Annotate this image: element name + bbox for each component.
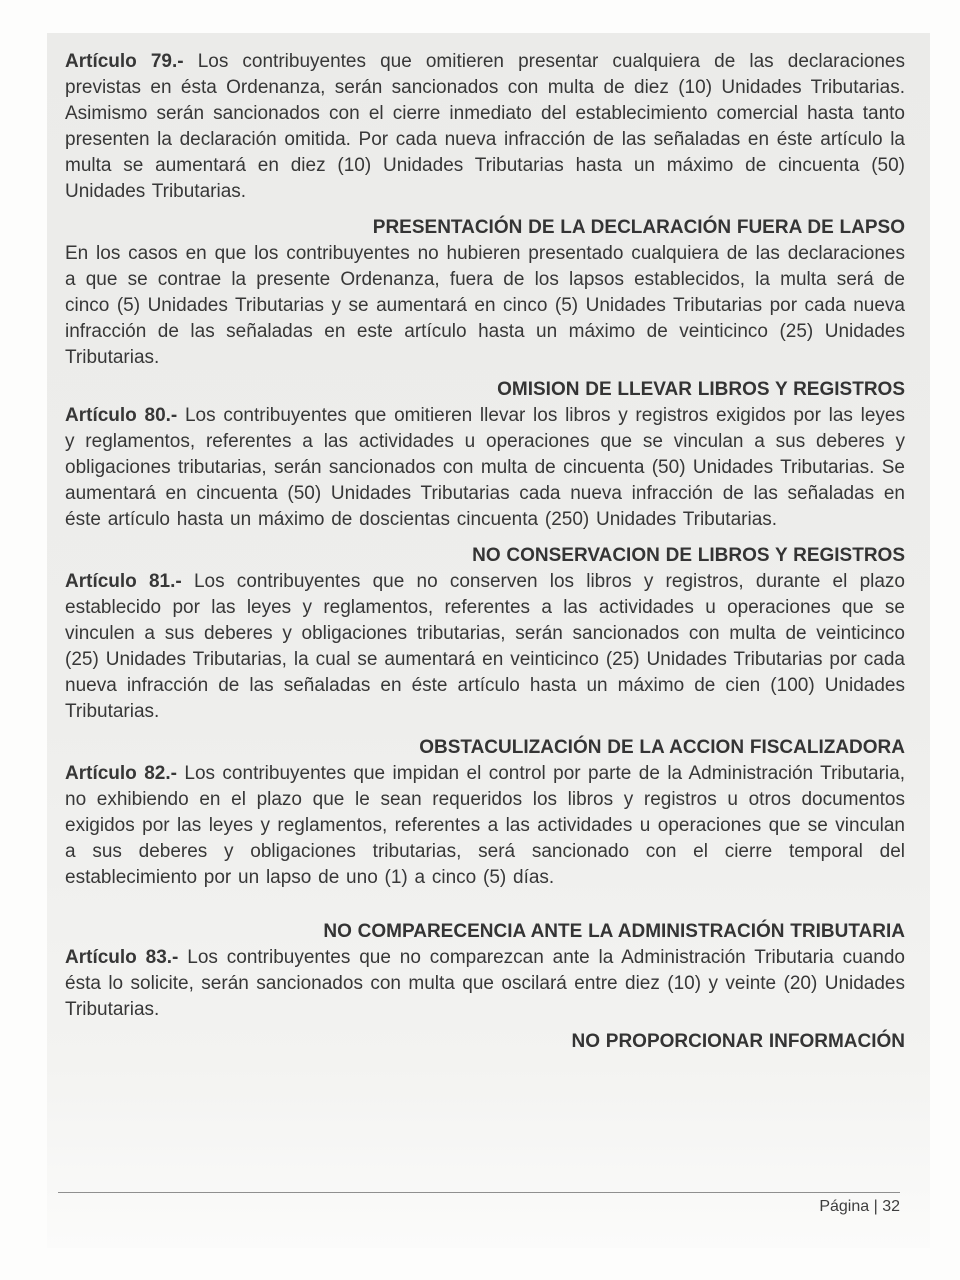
- article-82-label: Artículo 82.-: [65, 763, 177, 784]
- heading-no-conservacion-libros-registros: NO CONSERVACION DE LIBROS Y REGISTROS: [472, 545, 905, 566]
- heading-no-proporcionar-informacion: NO PROPORCIONAR INFORMACIÓN: [571, 1031, 905, 1052]
- page-number: Página | 32: [819, 1198, 900, 1215]
- heading-omision-llevar-libros-registros: OMISION DE LLEVAR LIBROS Y REGISTROS: [497, 379, 905, 400]
- article-83-text: Los contribuyentes que no comparezcan ante la Administración Tributaria cuando ésta lo solicite, serán sancionados con multa que oscilará entre diez (10) y veinte (20) Unidades Tributarias.: [65, 947, 905, 1020]
- footer-divider: [58, 1192, 900, 1193]
- article-81-label: Artículo 81.-: [65, 571, 182, 592]
- article-80-label: Artículo 80.-: [65, 405, 178, 426]
- article-83-paragraph: [65, 945, 905, 1023]
- fuera-de-lapso-paragraph: En los casos en que los contribuyentes no hubieren presentado cualquiera de las declaraciones a que se contrae la presente Ordenanza, fuera de los lapsos establecidos, la multa será de cinco (5) Unidades Tributarias y se aumentará en cinco (5) Unidades Tributarias por cada nueva infracción de las señaladas en este artículo hasta un máximo de veinticinco (25) Unidades Tributarias.: [65, 243, 905, 368]
- article-79-paragraph: [65, 49, 905, 205]
- document-body: [65, 49, 905, 1055]
- article-79-label: Artículo 79.-: [65, 51, 184, 72]
- article-81-paragraph: [65, 569, 905, 725]
- heading-obstaculizacion-accion-fiscalizadora: OBSTACULIZACIÓN DE LA ACCION FISCALIZADORA: [419, 737, 905, 758]
- article-82-text: Los contribuyentes que impidan el control por parte de la Administración Tributaria, no exhibiendo en el plazo que le sean requeridos los libros y registros u otros documentos exigidos por las leyes y reglamentos, referentes a las actividades u operaciones que se vinculan a sus deberes y obligaciones tributarias, será sancionado con el cierre temporal del establecimiento por un lapso de uno (1) a cinco (5) días.: [65, 763, 905, 888]
- article-82-paragraph: [65, 761, 905, 891]
- article-83-label: Artículo 83.-: [65, 947, 179, 968]
- article-81-text: Los contribuyentes que no conserven los libros y registros, durante el plazo establecido por las leyes y reglamentos, referentes a las actividades u operaciones que se vinculen a sus deberes y obligaciones tributarias, serán sancionados con multa de veinticinco (25) Unidades Tributarias, la cual se aumentará en veinticinco (25) Unidades Tributarias por cada nueva infracción de las señaladas en éste artículo hasta un máximo de cien (100) Unidades Tributarias.: [65, 571, 905, 722]
- article-80-paragraph: [65, 403, 905, 533]
- heading-presentacion-declaracion-fuera-de-lapso: PRESENTACIÓN DE LA DECLARACIÓN FUERA DE LAPSO: [372, 217, 905, 238]
- article-79-text: Los contribuyentes que omitieren presentar cualquiera de las declaraciones previstas en ésta Ordenanza, serán sancionados con multa de diez (10) Unidades Tributarias. Asimismo serán sancionados con el cierre inmediato del establecimiento comercial hasta tanto presenten la declaración omitida. Por cada nueva infracción de las señaladas en éste artículo la multa se aumentará en diez (10) Unidades Tributarias hasta un máximo de cincuenta (50) Unidades Tributarias.: [65, 51, 905, 202]
- article-80-text: Los contribuyentes que omitieren llevar los libros y registros exigidos por las leyes y reglamentos, referentes a las actividades u operaciones que se vinculan a sus deberes y obligaciones tributarias, serán sancionados con multa de cincuenta (50) Unidades Tributarias. Se aumentará en cincuenta (50) Unidades Tributarias cada nueva infracción de las señaladas en éste artículo hasta un máximo de doscientas cincuenta (250) Unidades Tributarias.: [65, 405, 905, 530]
- heading-no-comparecencia-administracion-tributaria: NO COMPARECENCIA ANTE LA ADMINISTRACIÓN TRIBUTARIA: [323, 921, 905, 942]
